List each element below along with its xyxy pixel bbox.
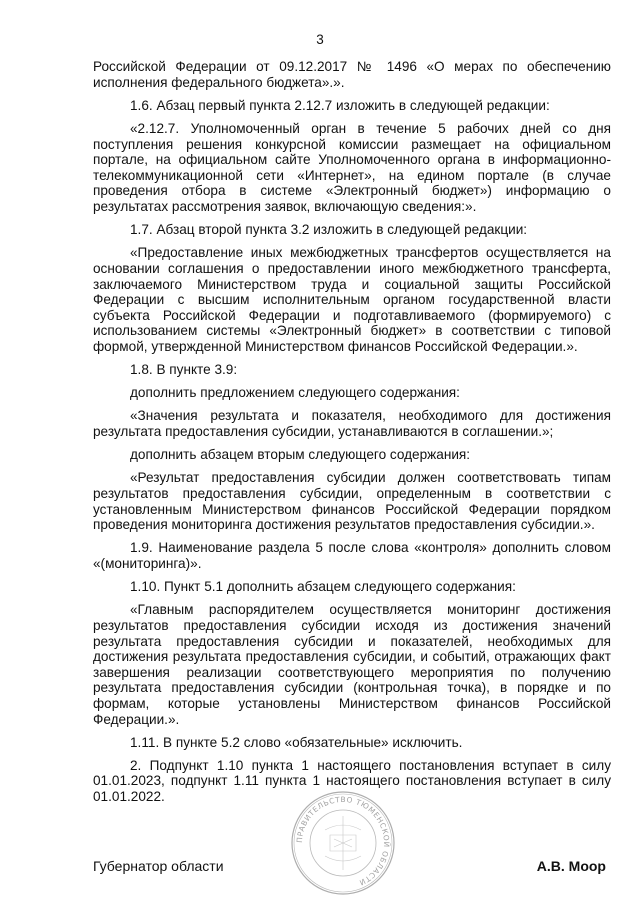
paragraph-quote-2-12-7: «2.12.7. Уполномоченный орган в течение 5 рабочих дней со дня поступления решения конкурсной комиссии размещает на официальном портале, на официальном сайте Уполномоченного органа в информационно-телекоммуникационной сети «Интернет», на едином портале (в случае проведения отбора в системе «Электронный бюджет») информацию о результатах рассмотрения заявок, включающую сведения:».	[93, 120, 611, 214]
page-number: 3	[316, 32, 324, 47]
paragraph-quote-values: «Значения результата и показателя, необходимого для достижения результата предоставления субсидии, устанавливаются в соглашении.»;	[93, 408, 611, 440]
signatory-position: Губернатор области	[93, 858, 224, 874]
paragraph-continuation: Российской Федерации от 09.12.2017 № 1496 «О мерах по обеспечению исполнения федерального бюджета».».	[93, 59, 611, 90]
paragraph-item-2: 2. Подпункт 1.10 пункта 1 настоящего постановления вступает в силу 01.01.2023, подпункт 1.11 пункта 1 настоящего постановления вступает в силу 01.01.2022.	[93, 757, 611, 805]
signatory-name: А.В. Моор	[536, 858, 606, 874]
paragraph-quote-transfers: «Предоставление иных межбюджетных трансфертов осуществляется на основании соглашения о предоставлении иного межбюджетного трансферта, заключаемого Министерством труда и социальной защиты Российской Федерации с высшим исполнительным органом государственной власти субъекта Российской Федерации и подготавливаемого (формируемого) с использованием системы «Электронный бюджет» в соответствии с типовой формой, утвержденной Министерством финансов Российской Федерации.».	[93, 245, 611, 354]
seal-text: ПРАВИТЕЛЬСТВО ТЮМЕНСКОЙ ОБЛАСТИ	[294, 794, 392, 888]
paragraph-quote-monitoring: «Главным распорядителем осуществляется мониторинг достижения результатов предоставления субсидии исходя из достижения значений результата предоставления субсидии и показателей, необходимых для достижения результата предоставления субсидии, и событий, отражающих факт завершения реализации соответствующего мероприятия по получению результата предоставления субсидии (контрольная точка), в порядке и по формам, которые установлены Министерством финансов Российской Федерации.».	[93, 602, 611, 727]
paragraph-item-1-6: 1.6. Абзац первый пункта 2.12.7 изложить в следующей редакции:	[130, 97, 550, 113]
official-seal	[290, 790, 396, 896]
paragraph-item-1-10: 1.10. Пункт 5.1 дополнить абзацем следующего содержания:	[130, 579, 516, 595]
paragraph-item-1-8: 1.8. В пункте 3.9:	[130, 362, 238, 378]
paragraph-quote-result: «Результат предоставления субсидии должен соответствовать типам результатов предоставления субсидии, определенным в соответствии с установленным Министерством финансов Российской Федерации порядком проведения мониторинга достижения результатов предоставления субсидии.».	[93, 470, 611, 533]
paragraph-item-1-9: 1.9. Наименование раздела 5 после слова «контроля» дополнить словом «(мониторинга)».	[93, 540, 611, 571]
paragraph-add-second: дополнить абзацем вторым следующего содержания:	[130, 447, 471, 463]
document-body	[93, 59, 611, 812]
paragraph-item-1-7: 1.7. Абзац второй пункта 3.2 изложить в следующей редакции:	[130, 222, 528, 238]
paragraph-item-1-11: 1.11. В пункте 5.2 слово «обязательные» исключить.	[130, 734, 463, 750]
paragraph-add-sentence: дополнить предложением следующего содержания:	[130, 385, 460, 401]
